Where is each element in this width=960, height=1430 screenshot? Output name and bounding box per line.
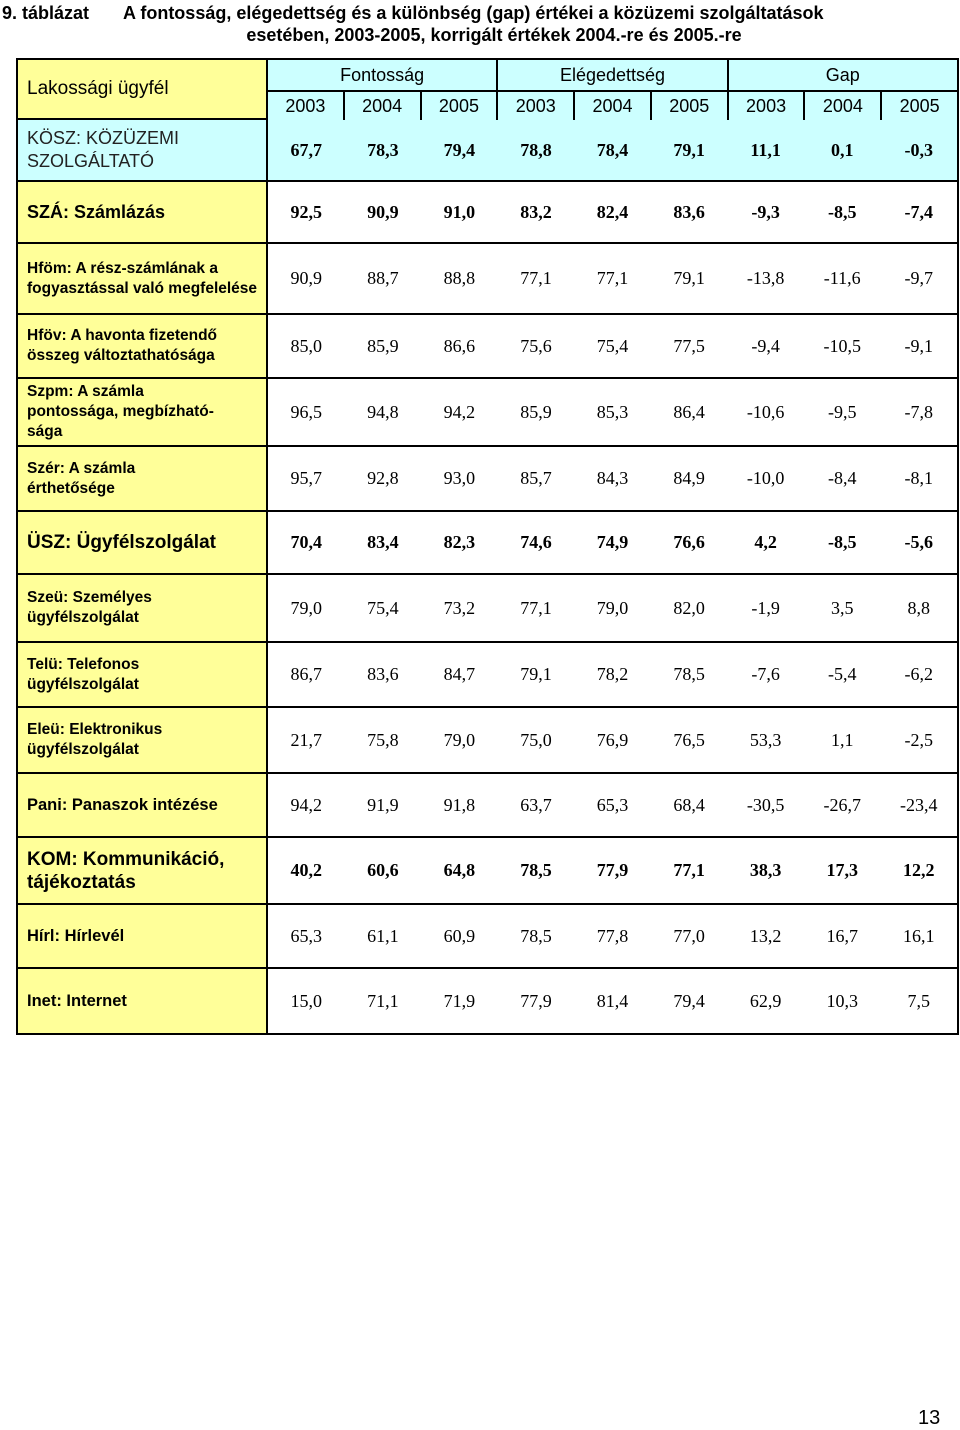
value-cell: -6,2 — [904, 664, 934, 684]
year-header: 2004 — [343, 92, 420, 120]
row-label-line: KOM: Kommunikáció, — [27, 848, 225, 870]
value-cell: 92,8 — [367, 468, 399, 488]
row-label-line: Eleü: Elektronikus — [27, 721, 163, 738]
value-cell: -7,6 — [751, 664, 780, 684]
value-cell: 65,3 — [596, 794, 629, 815]
table-row-szpm — [17, 378, 958, 446]
row-label-inet: Inet: Internet — [17, 968, 267, 1034]
row-values-cell — [267, 511, 958, 574]
row-values-cell — [267, 378, 958, 446]
value-cell: 75,8 — [367, 729, 399, 750]
value-cell: 91,9 — [367, 794, 399, 815]
value-cell: -11,6 — [823, 268, 861, 288]
row-label-hfov: Hföv: A havonta fizetendő összeg változtathatósága — [17, 314, 267, 378]
value-cell: -7,8 — [904, 401, 934, 422]
value-cell: 85,9 — [520, 401, 552, 422]
row-label-line: Szér: A számla — [27, 459, 136, 477]
table-row-kom — [17, 837, 958, 904]
value-cell: 77,9 — [596, 860, 629, 880]
value-cell: 64,8 — [443, 860, 476, 880]
value-cell: 61,1 — [367, 925, 399, 946]
value-cell: 73,2 — [443, 597, 476, 618]
value-cell: 82,0 — [673, 597, 705, 618]
value-cell: 88,8 — [443, 268, 476, 288]
value-cell: 95,7 — [290, 468, 323, 488]
value-cell: 83,6 — [367, 664, 399, 684]
group-header-fontossag: Fontosság — [340, 65, 425, 85]
value-cell: 79,4 — [673, 990, 705, 1011]
row-label-eleu — [17, 707, 267, 773]
value-cell: 71,1 — [367, 990, 399, 1011]
value-cell: 79,1 — [520, 664, 552, 684]
table-row-sza — [17, 181, 958, 243]
value-cell: 15,0 — [290, 990, 323, 1011]
value-cell: 1,1 — [830, 729, 854, 750]
table-row-hirl — [17, 904, 958, 968]
year-header: 2005 — [420, 92, 497, 120]
caption-number: 9. táblázat — [2, 3, 90, 23]
value-cell: 63,7 — [520, 794, 552, 815]
year-header: 2003 — [496, 92, 573, 120]
row-label-line: sága — [27, 423, 63, 440]
group-header-gap: Gap — [727, 60, 957, 90]
value-cell: -9,7 — [904, 268, 934, 288]
value-cell: 11,1 — [750, 139, 781, 160]
data-table — [16, 58, 959, 1035]
row-label-szer — [17, 446, 267, 511]
value-cell: 84,3 — [596, 468, 629, 488]
value-cell: 7,5 — [907, 990, 931, 1011]
value-cell: 90,9 — [290, 268, 323, 288]
value-cell: 79,4 — [443, 139, 476, 160]
value-cell: 77,5 — [673, 335, 705, 356]
table-caption — [0, 2, 960, 50]
table-header-row — [17, 59, 958, 119]
value-cell: 71,9 — [443, 990, 476, 1011]
value-cell: 85,9 — [367, 335, 399, 356]
value-cell: 77,1 — [520, 268, 552, 288]
value-cell: 78,3 — [367, 139, 399, 160]
table-row-inet — [17, 968, 958, 1034]
value-cell: 82,3 — [443, 532, 476, 552]
value-cell: 13,2 — [749, 925, 782, 946]
value-cell: 77,1 — [520, 597, 552, 618]
table-row-eleu — [17, 707, 958, 773]
value-cell: 88,7 — [367, 268, 399, 288]
value-cell: -23,4 — [900, 794, 938, 815]
value-cell: -30,5 — [746, 794, 785, 815]
value-cell: 90,9 — [367, 201, 399, 222]
row-label-line: Telü: Telefonos — [27, 655, 140, 673]
table-row-usz — [17, 511, 958, 574]
value-cell: 75,4 — [367, 597, 399, 618]
row-values-cell — [267, 904, 958, 968]
value-cell: 85,0 — [290, 335, 323, 356]
value-cell: 79,1 — [673, 139, 705, 160]
value-cell: 77,8 — [596, 925, 629, 946]
page-number: 13 — [918, 1407, 941, 1429]
row-label-line: pontossága, megbízható- — [27, 403, 214, 420]
value-cell: 62,9 — [749, 990, 782, 1011]
value-cell: 91,8 — [443, 794, 476, 815]
value-cell: -5,6 — [904, 532, 934, 552]
value-cell: 81,4 — [596, 990, 629, 1011]
row-label-line: érthetősége — [27, 479, 115, 497]
value-cell: 68,4 — [673, 794, 705, 815]
value-cell: 83,6 — [673, 201, 705, 222]
value-cell: 94,2 — [443, 401, 476, 422]
row-label-line: ügyfélszolgálat — [27, 675, 139, 693]
value-cell: 84,7 — [443, 664, 476, 684]
year-header: 2005 — [650, 92, 727, 120]
row-label-line: ügyfélszolgálat — [27, 609, 139, 626]
value-cell: 83,4 — [367, 532, 399, 552]
value-cell: 67,7 — [290, 139, 323, 160]
value-cell: 76,6 — [673, 532, 705, 552]
table-row-szeu — [17, 574, 958, 642]
value-cell: 94,8 — [367, 401, 399, 422]
value-cell: -13,8 — [746, 268, 785, 288]
value-cell: 84,9 — [673, 468, 705, 488]
value-cell: 86,4 — [673, 401, 705, 422]
value-cell: -2,5 — [904, 729, 934, 750]
row-label-szeu — [17, 574, 267, 642]
row-values-cell — [267, 181, 958, 243]
value-cell: 77,9 — [520, 990, 552, 1011]
row-label-line: Szpm: A számla — [27, 383, 144, 400]
caption-title-line1: A fontosság, elégedettség és a különbség (gap) értékei a közüzemi szolgáltatások — [123, 3, 824, 23]
value-cell: 93,0 — [443, 468, 476, 488]
row-label-line: tájékoztatás — [27, 871, 136, 893]
value-cell: 74,9 — [596, 532, 629, 552]
row-values-cell — [267, 837, 958, 904]
corner-label: Lakossági ügyfél — [17, 59, 267, 119]
row-label-usz: ÜSZ: Ügyfélszolgálat — [17, 511, 267, 574]
year-header: 2003 — [727, 92, 804, 120]
row-values-kosz — [268, 120, 957, 180]
group-header-elegedettseg: Elégedettség — [496, 60, 726, 90]
value-cell: 83,2 — [520, 201, 552, 222]
row-values-cell — [267, 574, 958, 642]
row-values-cell — [267, 642, 958, 707]
value-cell: 17,3 — [826, 860, 858, 880]
row-label-kosz: KÖSZ: KÖZÜZEMI SZOLGÁLTATÓ — [17, 119, 267, 181]
year-header: 2004 — [803, 92, 880, 120]
row-label-sza: SZÁ: Számlázás — [17, 181, 267, 243]
row-values-cell — [267, 446, 958, 511]
value-cell: 92,5 — [290, 201, 323, 222]
value-cell: -9,3 — [751, 201, 780, 222]
value-cell: -9,4 — [751, 335, 780, 356]
value-cell: 78,5 — [520, 925, 552, 946]
value-cell: 38,3 — [749, 860, 782, 880]
value-cell: 76,5 — [673, 729, 705, 750]
row-label-pani: Pani: Panaszok intézése — [17, 773, 267, 837]
header-cell — [267, 59, 958, 181]
year-header: 2004 — [573, 92, 650, 120]
row-label-hfom: Hföm: A rész-számlának a fogyasztással való megfelelése — [17, 243, 267, 314]
value-cell: 96,5 — [290, 401, 323, 422]
value-cell: 78,2 — [596, 664, 629, 684]
table-row-hfov — [17, 314, 958, 378]
value-cell: -10,6 — [746, 401, 785, 422]
value-cell: 77,1 — [596, 268, 629, 288]
year-header: 2003 — [285, 96, 326, 116]
value-cell: 60,6 — [367, 860, 399, 880]
value-cell: 78,4 — [596, 139, 629, 160]
row-values-cell — [267, 968, 958, 1034]
row-values-cell — [267, 773, 958, 837]
value-cell: -0,3 — [904, 139, 934, 160]
value-cell: -7,4 — [904, 201, 934, 222]
value-cell: 16,1 — [903, 925, 935, 946]
value-cell: -26,7 — [823, 794, 861, 815]
value-cell: 53,3 — [749, 729, 782, 750]
value-cell: 10,3 — [826, 990, 858, 1011]
value-cell: 76,9 — [596, 729, 629, 750]
value-cell: 79,0 — [596, 597, 629, 618]
value-cell: 79,1 — [673, 268, 705, 288]
value-cell: 85,7 — [520, 468, 552, 488]
value-cell: 60,9 — [443, 925, 476, 946]
value-cell: 0,1 — [830, 139, 854, 160]
value-cell: -8,4 — [827, 468, 857, 488]
value-cell: -10,0 — [746, 468, 785, 488]
value-cell: 12,2 — [903, 860, 935, 880]
value-cell: 16,7 — [826, 925, 858, 946]
value-cell: 77,1 — [673, 860, 705, 880]
value-cell: -9,5 — [827, 401, 857, 422]
value-cell: 3,5 — [830, 597, 854, 618]
value-cell: 85,3 — [596, 401, 629, 422]
value-cell: 91,0 — [443, 201, 476, 222]
value-cell: 78,5 — [520, 860, 552, 880]
caption-title-line2: esetében, 2003-2005, korrigált értékek 2004.-re és 2005.-re — [246, 25, 742, 45]
year-header: 2005 — [880, 92, 957, 120]
value-cell: 8,8 — [907, 597, 931, 618]
value-cell: 21,7 — [290, 729, 323, 750]
value-cell: 86,6 — [443, 335, 476, 356]
row-label-line: Szeü: Személyes — [27, 589, 152, 606]
value-cell: 4,2 — [754, 532, 777, 552]
table-row-hfom — [17, 243, 958, 314]
value-cell: -9,1 — [904, 335, 934, 356]
value-cell: -10,5 — [823, 335, 861, 356]
value-cell: 70,4 — [290, 532, 323, 552]
row-values-cell — [267, 243, 958, 314]
value-cell: 82,4 — [596, 201, 629, 222]
value-cell: 94,2 — [290, 794, 323, 815]
table-row-telu — [17, 642, 958, 707]
row-label-kom — [17, 837, 267, 904]
value-cell: 40,2 — [290, 860, 323, 880]
row-label-line: ügyfélszolgálat — [27, 741, 139, 758]
value-cell: -8,5 — [827, 532, 857, 552]
value-cell: 78,8 — [520, 139, 552, 160]
value-cell: 75,6 — [520, 335, 552, 356]
table-row-szer — [17, 446, 958, 511]
value-cell: -5,4 — [827, 664, 857, 684]
value-cell: 86,7 — [290, 664, 323, 684]
value-cell: 77,0 — [673, 925, 705, 946]
row-label-hirl: Hírl: Hírlevél — [17, 904, 267, 968]
value-cell: -1,9 — [751, 597, 780, 618]
value-cell: 75,4 — [596, 335, 629, 356]
value-cell: 65,3 — [290, 925, 323, 946]
value-cell: -8,1 — [904, 468, 934, 488]
row-label-szpm — [17, 378, 267, 446]
value-cell: 79,0 — [443, 729, 476, 750]
value-cell: 74,6 — [520, 532, 552, 552]
row-label-telu — [17, 642, 267, 707]
value-cell: 79,0 — [290, 597, 323, 618]
table-row-pani — [17, 773, 958, 837]
value-cell: 78,5 — [673, 664, 705, 684]
value-cell: 75,0 — [520, 729, 552, 750]
value-cell: -8,5 — [827, 201, 857, 222]
row-values-cell — [267, 707, 958, 773]
row-values-cell — [267, 314, 958, 378]
